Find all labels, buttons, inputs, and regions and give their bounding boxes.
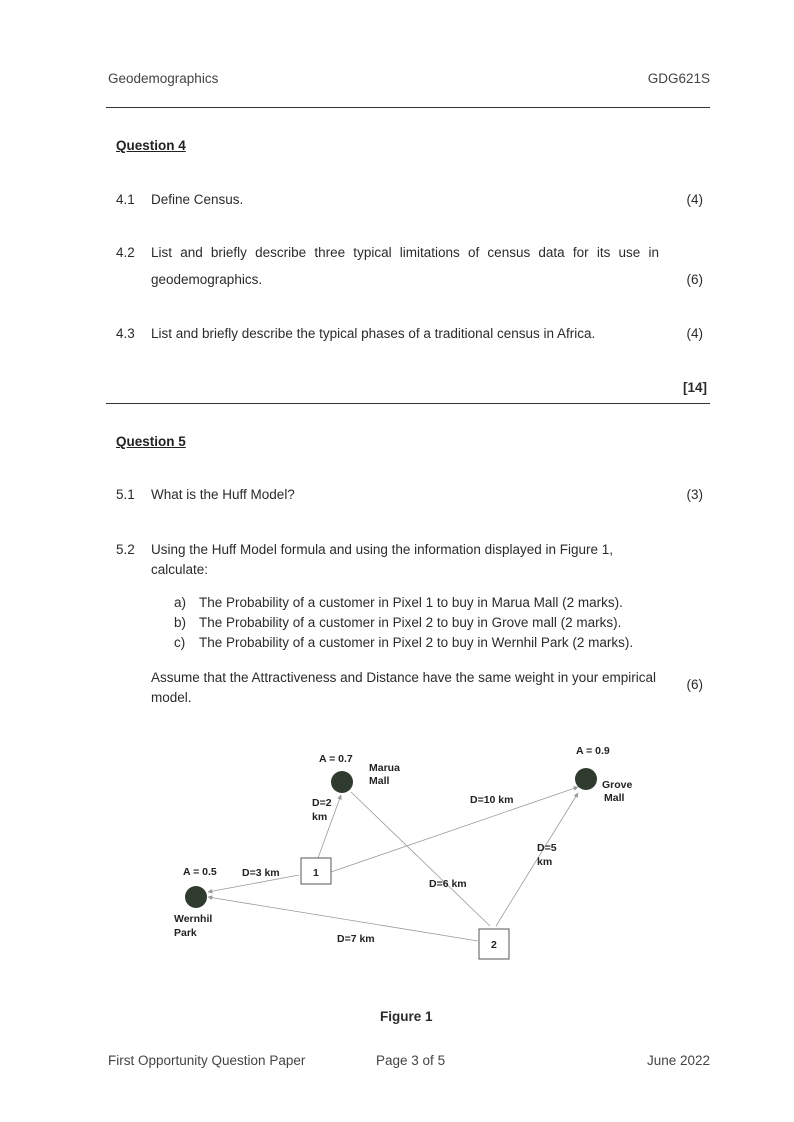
footer-left: First Opportunity Question Paper bbox=[108, 1053, 306, 1068]
q4-2-number: 4.2 bbox=[116, 245, 135, 260]
footer-page-number bbox=[376, 1053, 445, 1068]
wernhil-park-marker bbox=[185, 886, 207, 908]
q4-2-text: List and briefly describe three typical limitations of census data for its use in bbox=[151, 245, 659, 260]
distance-p2-marua: D=6 km bbox=[429, 878, 467, 890]
distance-p1-marua-line1: D=2 bbox=[312, 797, 332, 809]
distance-p2-grove-line1: D=5 bbox=[537, 842, 557, 854]
q5-2-text: Using the Huff Model formula and using the information displayed in Figure 1, calculate: bbox=[151, 542, 614, 577]
q4-3-number: 4.3 bbox=[116, 326, 135, 341]
q5-2-subitem-c-letter: c) bbox=[174, 635, 186, 650]
q5-2-number: 5.2 bbox=[116, 542, 135, 557]
q4-total: [14] bbox=[682, 380, 707, 395]
q5-2-subitem-b-text: The Probability of a customer in Pixel 2 to buy in Grove mall (2 marks). bbox=[199, 615, 622, 630]
marua-name-line2: Mall bbox=[369, 775, 390, 787]
q4-3-text: List and briefly describe the typical phases of a traditional census in Africa. bbox=[151, 326, 596, 341]
question-4-title: Question 4 bbox=[116, 138, 186, 153]
edge-p2-marua bbox=[351, 792, 490, 926]
q5-1-marks: (3) bbox=[686, 487, 703, 502]
footer-page-of: of bbox=[418, 1053, 438, 1068]
footer-page-current: 3 bbox=[411, 1053, 419, 1068]
pixel-2-label: 2 bbox=[491, 939, 497, 951]
footer-page-total: 5 bbox=[437, 1053, 446, 1068]
q4-1-marks: (4) bbox=[686, 192, 703, 207]
q5-2-assumption: Assume that the Attractiveness and Distance have the same weight in your empirical model. bbox=[151, 670, 657, 705]
distance-p1-grove: D=10 km bbox=[470, 794, 514, 806]
wernhil-name-line2: Park bbox=[174, 927, 197, 939]
q5-1-text: What is the Huff Model? bbox=[151, 487, 295, 502]
pixel-1-label: 1 bbox=[313, 867, 319, 879]
q5-2-subitem-b-letter: b) bbox=[174, 615, 187, 630]
grove-attractiveness: A = 0.9 bbox=[576, 745, 610, 757]
wernhil-name-line1: Wernhil bbox=[174, 913, 213, 925]
q5-2-marks: (6) bbox=[686, 677, 703, 692]
q4-1-number: 4.1 bbox=[116, 192, 135, 207]
q4-3-marks: (4) bbox=[686, 326, 703, 341]
q4-1-text: Define Census. bbox=[151, 192, 244, 207]
question-5-title: Question 5 bbox=[116, 434, 186, 449]
q4-2-text-cont: geodemographics. bbox=[151, 272, 263, 287]
distance-p1-wernhil: D=3 km bbox=[242, 867, 280, 879]
header-course: Geodemographics bbox=[108, 71, 219, 86]
q5-2-subitem-c-text: The Probability of a customer in Pixel 2 to buy in Wernhil Park (2 marks). bbox=[199, 635, 634, 650]
distance-p1-marua-line2: km bbox=[312, 811, 328, 823]
grove-name-line1: Grove bbox=[602, 779, 633, 791]
marua-name-line1: Marua bbox=[369, 762, 400, 774]
q5-1-number: 5.1 bbox=[116, 487, 135, 502]
distance-p2-grove-line2: km bbox=[537, 856, 553, 868]
distance-p2-wernhil: D=7 km bbox=[337, 933, 375, 945]
q5-2-subitem-a-text: The Probability of a customer in Pixel 1 to buy in Marua Mall (2 marks). bbox=[199, 595, 623, 610]
grove-mall-marker bbox=[575, 768, 597, 790]
footer-right: June 2022 bbox=[646, 1053, 710, 1068]
q4-2-marks: (6) bbox=[686, 272, 703, 287]
marua-attractiveness: A = 0.7 bbox=[319, 753, 353, 765]
footer-page-prefix: Page bbox=[376, 1053, 412, 1068]
wernhil-attractiveness: A = 0.5 bbox=[183, 866, 217, 878]
header-code: GDG621S bbox=[647, 71, 710, 86]
grove-name-line2: Mall bbox=[604, 792, 625, 804]
q5-2-subitem-a-letter: a) bbox=[174, 595, 187, 610]
marua-mall-marker bbox=[331, 771, 353, 793]
figure-caption: Figure 1 bbox=[380, 1009, 433, 1024]
